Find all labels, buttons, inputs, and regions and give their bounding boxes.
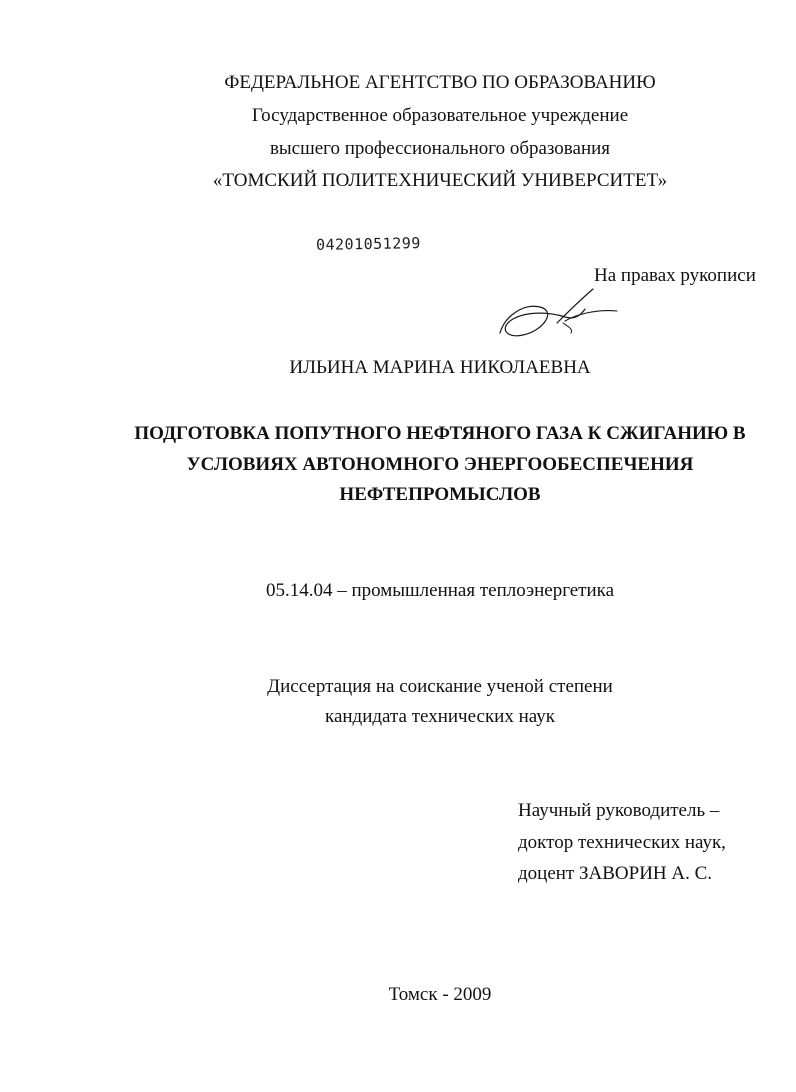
supervisor-line-1: Научный руководитель – [518, 800, 720, 821]
place-year: Томск - 2009 [388, 984, 492, 1005]
specialty-code: 05.14.04 – промышленная теплоэнергетика [265, 580, 615, 601]
manuscript-note: На правах рукописи [594, 265, 756, 286]
institution-line-2: высшего профессионального образования [269, 138, 611, 159]
title-line-3: НЕФТЕПРОМЫСЛОВ [339, 484, 541, 505]
degree-line-2: кандидата технических наук [325, 706, 555, 727]
university-name: «ТОМСКИЙ ПОЛИТЕХНИЧЕСКИЙ УНИВЕРСИТЕТ» [212, 170, 668, 191]
signature-icon [495, 285, 620, 345]
supervisor-line-3: доцент ЗАВОРИН А. С. [518, 863, 713, 884]
document-code: 04201051299 [315, 234, 421, 254]
agency-name: ФЕДЕРАЛЬНОЕ АГЕНТСТВО ПО ОБРАЗОВАНИЮ [224, 72, 656, 93]
institution-line-1: Государственное образовательное учреждение [251, 105, 629, 126]
supervisor-line-2: доктор технических наук, [518, 832, 726, 853]
title-line-1: ПОДГОТОВКА ПОПУТНОГО НЕФТЯНОГО ГАЗА К СЖИГАНИЮ В [134, 423, 746, 444]
degree-line-1: Диссертация на соискание ученой степени [267, 676, 613, 697]
author-name: ИЛЬИНА МАРИНА НИКОЛАЕВНА [289, 357, 591, 378]
title-line-2: УСЛОВИЯХ АВТОНОМНОГО ЭНЕРГООБЕСПЕЧЕНИЯ [186, 454, 694, 475]
